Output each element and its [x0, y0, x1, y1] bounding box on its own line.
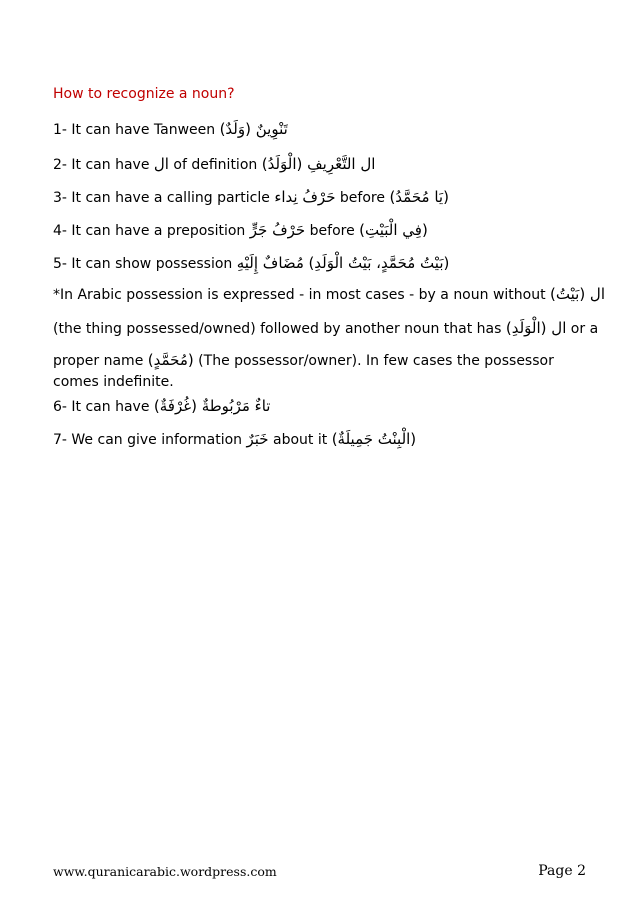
- footer-url: www.quranicarabic.wordpress.com: [53, 864, 277, 879]
- item-6-arabic: تاءٌ مَرْبُوطةٌ (غُرْفَةٌ): [153, 397, 271, 415]
- item-3-arabic-b: (يَا مُحَمَّدُ): [389, 188, 449, 206]
- list-item-3: [53, 187, 449, 208]
- note-line-1-text: *In Arabic possession is expressed - in most cases - by a noun without: [53, 287, 551, 303]
- note-line-4: [53, 372, 174, 392]
- item-1-text: 1- It can have Tanween: [53, 122, 220, 138]
- note-line-3: [53, 350, 554, 371]
- item-5-arabic-b: (بَيْتُ مُحَمَّدٍ، بَيْتُ الْوَلَدِ): [308, 254, 450, 272]
- note-line-2-suffix: or a: [566, 321, 599, 337]
- list-item-2: [53, 154, 375, 175]
- item-1-arabic: تَنْوِينٌ (وَلَدٌ): [219, 120, 288, 138]
- item-5-text: 5- It can show possession: [53, 256, 237, 272]
- list-item-5: [53, 253, 449, 274]
- list-item-4: [53, 220, 428, 241]
- note-line-4-text: comes indefinite.: [53, 374, 174, 390]
- note-line-2-text: (the thing possessed/owned) followed by another noun that has: [53, 321, 506, 337]
- item-3-text: 3- It can have a calling particle: [53, 190, 275, 206]
- item-5-arabic-a: مُضَافٌ إِلَيْهِ: [236, 254, 304, 272]
- item-7-text: 7- We can give information: [53, 432, 247, 448]
- item-7-mid: about it: [268, 432, 332, 448]
- item-4-arabic-a: حَرْفُ جَرٍّ: [249, 221, 306, 239]
- note-line-3-arabic: (مُحَمَّدٍ): [147, 351, 194, 369]
- note-line-3-suffix: (The possessor/owner). In few cases the possessor: [193, 353, 554, 369]
- item-2-arabic-b: ال التَّعْرِيفِ (الْوَلَدُ): [261, 155, 376, 173]
- page-heading: How to recognize a noun?: [53, 86, 235, 102]
- item-7-arabic-b: (الْبِنْتُ جَمِيلَةٌ): [331, 430, 417, 448]
- list-item-7: [53, 429, 416, 450]
- item-3-arabic-a: حَرْفُ نِداء: [274, 188, 336, 206]
- item-2-arabic-a: ال: [153, 155, 169, 173]
- note-line-1-arabic: ال (بَيْتُ): [550, 285, 605, 303]
- item-4-text: 4- It can have a preposition: [53, 223, 250, 239]
- note-line-1: [53, 284, 605, 305]
- list-item-6: [53, 396, 270, 417]
- item-4-mid: before: [305, 223, 360, 239]
- note-line-2-arabic: ال (الْوَلَدِ): [505, 319, 567, 337]
- item-6-text: 6- It can have: [53, 399, 154, 415]
- item-3-mid: before: [335, 190, 390, 206]
- item-2-mid: of definition: [168, 157, 262, 173]
- item-7-arabic-a: خَبَرٌ: [246, 430, 269, 448]
- page-number: Page 2: [538, 863, 586, 879]
- note-line-3-text: proper name: [53, 353, 148, 369]
- item-2-text: 2- It can have: [53, 157, 154, 173]
- item-4-arabic-b: (فِي الْبَيْتِ): [359, 221, 428, 239]
- list-item-1: [53, 119, 288, 140]
- note-line-2: [53, 318, 598, 339]
